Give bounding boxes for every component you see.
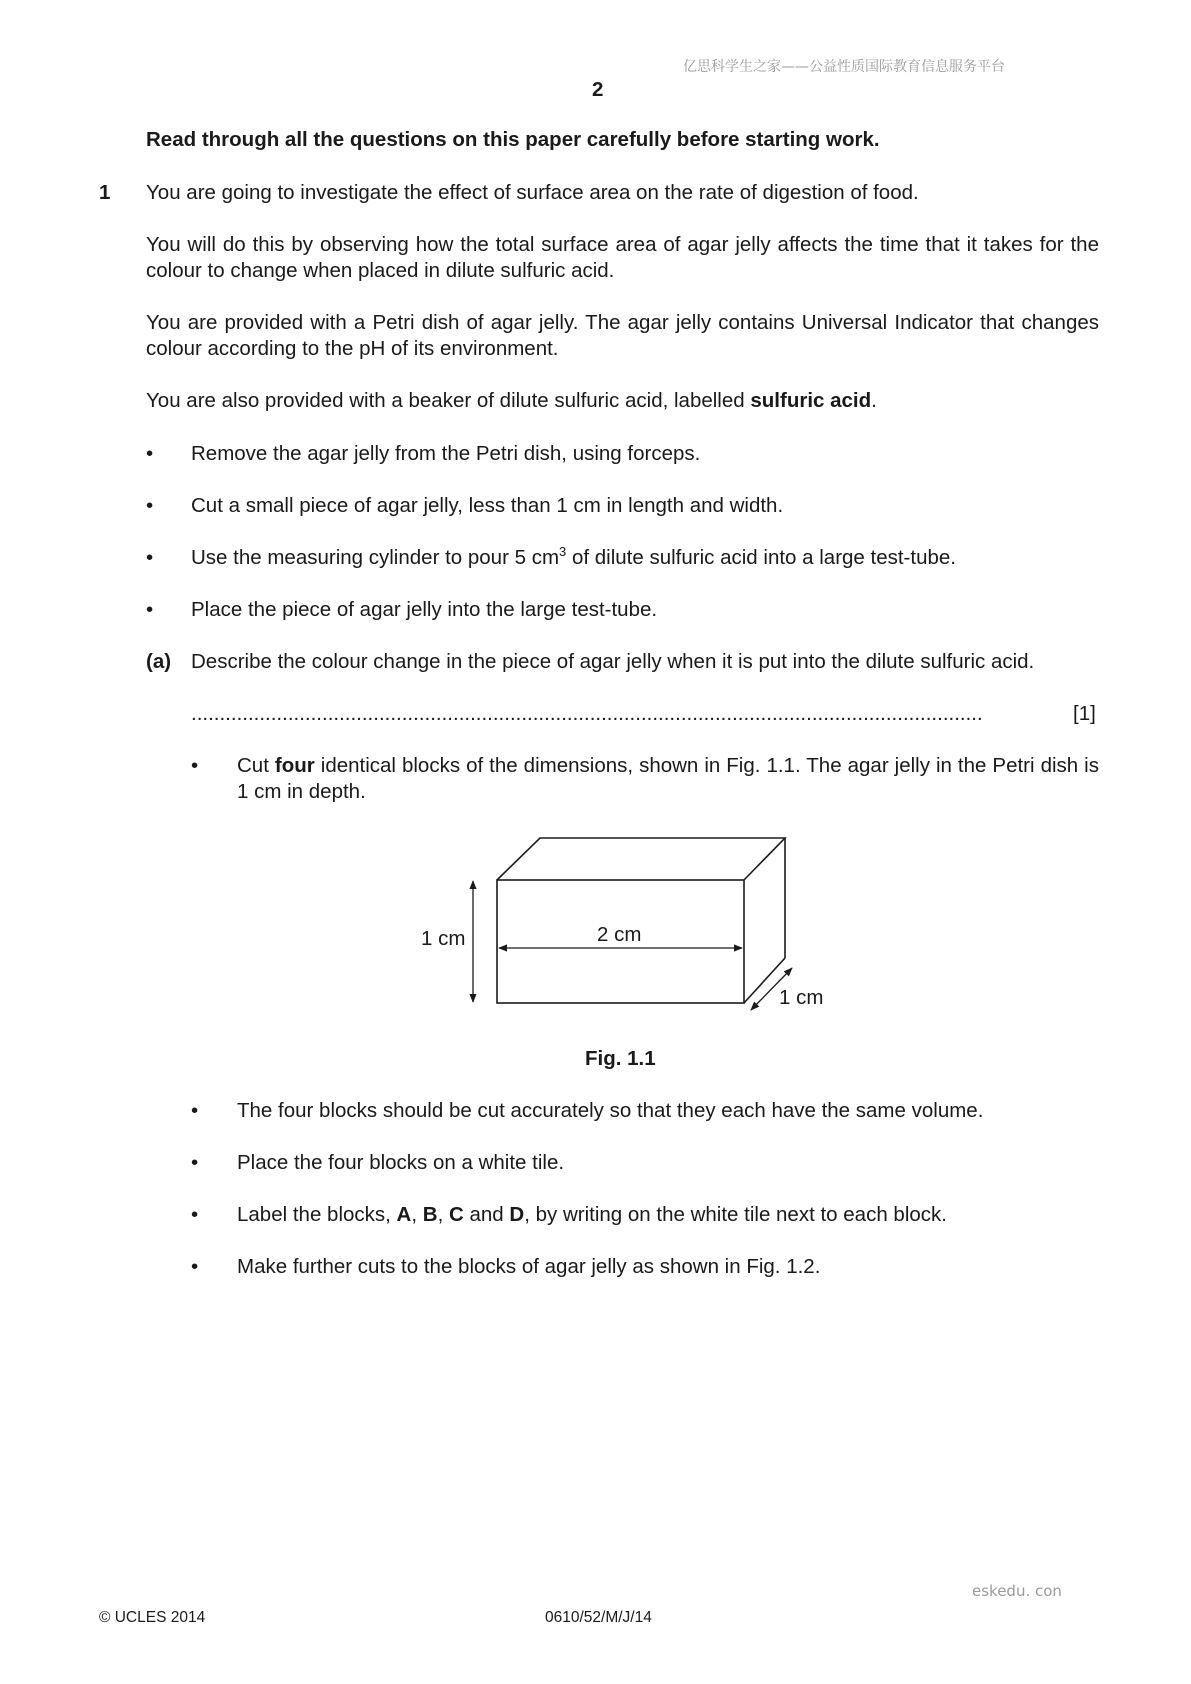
- block-outline: [497, 838, 785, 1003]
- footer-paper-code: 0610/52/M/J/14: [545, 1609, 652, 1626]
- page-number: 2: [592, 78, 604, 101]
- depth-label: 1 cm: [779, 986, 824, 1009]
- question-paragraph-4: You are also provided with a beaker of dilute sulfuric acid, labelled sulfuric acid.: [146, 389, 877, 412]
- bullet-marker: •: [146, 546, 154, 569]
- answer-dots: ...........................................................................................................................................: [191, 702, 983, 725]
- cut-instruction: Cut four identical blocks of the dimensions, shown in Fig. 1.1. The agar jelly in the Petri dish is 1 cm in depth.: [237, 754, 1099, 803]
- bullet-marker: •: [146, 442, 154, 465]
- bullet-marker: •: [191, 754, 199, 777]
- question-paragraph-3: You are provided with a Petri dish of agar jelly. The agar jelly contains Universal Indicator that changes colour according to the pH of its environment.: [146, 311, 1099, 360]
- bullet-marker: •: [191, 1099, 199, 1122]
- bullet-item: Make further cuts to the blocks of agar jelly as shown in Fig. 1.2.: [237, 1255, 821, 1278]
- bullet-item: Remove the agar jelly from the Petri dish, using forceps.: [191, 442, 701, 465]
- footer-copyright: © UCLES 2014: [99, 1609, 206, 1626]
- part-a-question: Describe the colour change in the piece of agar jelly when it is put into the dilute sulfuric acid.: [191, 650, 1035, 673]
- bullet-marker: •: [191, 1151, 199, 1174]
- question-intro: You are going to investigate the effect of surface area on the rate of digestion of food.: [146, 181, 919, 204]
- bullet-marker: •: [146, 494, 154, 517]
- bullet-item: Label the blocks, A, B, C and D, by writing on the white tile next to each block.: [237, 1203, 947, 1226]
- bullet-item: Cut a small piece of agar jelly, less than 1 cm in length and width.: [191, 494, 784, 517]
- part-a-label: (a): [146, 650, 172, 673]
- bullet-item: Use the measuring cylinder to pour 5 $cm^3$ of dilute sulfuric acid into a large test-tube.: [191, 544, 956, 569]
- question-paragraph-2: You will do this by observing how the total surface area of agar jelly affects the time that it takes for the colour to change when placed in dilute sulfuric acid.: [146, 233, 1099, 282]
- question-number: 1: [99, 181, 111, 204]
- answer-line[interactable]: [191, 701, 1099, 727]
- height-label: 1 cm: [421, 927, 466, 950]
- bullet-item: Place the piece of agar jelly into the large test-tube.: [191, 598, 658, 621]
- marks-indicator: [1]: [1069, 701, 1096, 727]
- watermark-top: 亿思科学生之家——公益性质国际教育信息服务平台: [683, 59, 1005, 75]
- bullet-marker: •: [191, 1203, 199, 1226]
- figure-caption: Fig. 1.1: [585, 1047, 656, 1070]
- bullet-marker: •: [146, 598, 154, 621]
- watermark-bottom: eskedu. con: [972, 1582, 1062, 1600]
- bullet-item: Place the four blocks on a white tile.: [237, 1151, 565, 1174]
- instruction-heading: Read through all the questions on this paper carefully before starting work.: [146, 128, 880, 151]
- bullet-item: The four blocks should be cut accurately so that they each have the same volume.: [237, 1099, 984, 1122]
- bullet-marker: •: [191, 1255, 199, 1278]
- length-label: 2 cm: [597, 923, 642, 946]
